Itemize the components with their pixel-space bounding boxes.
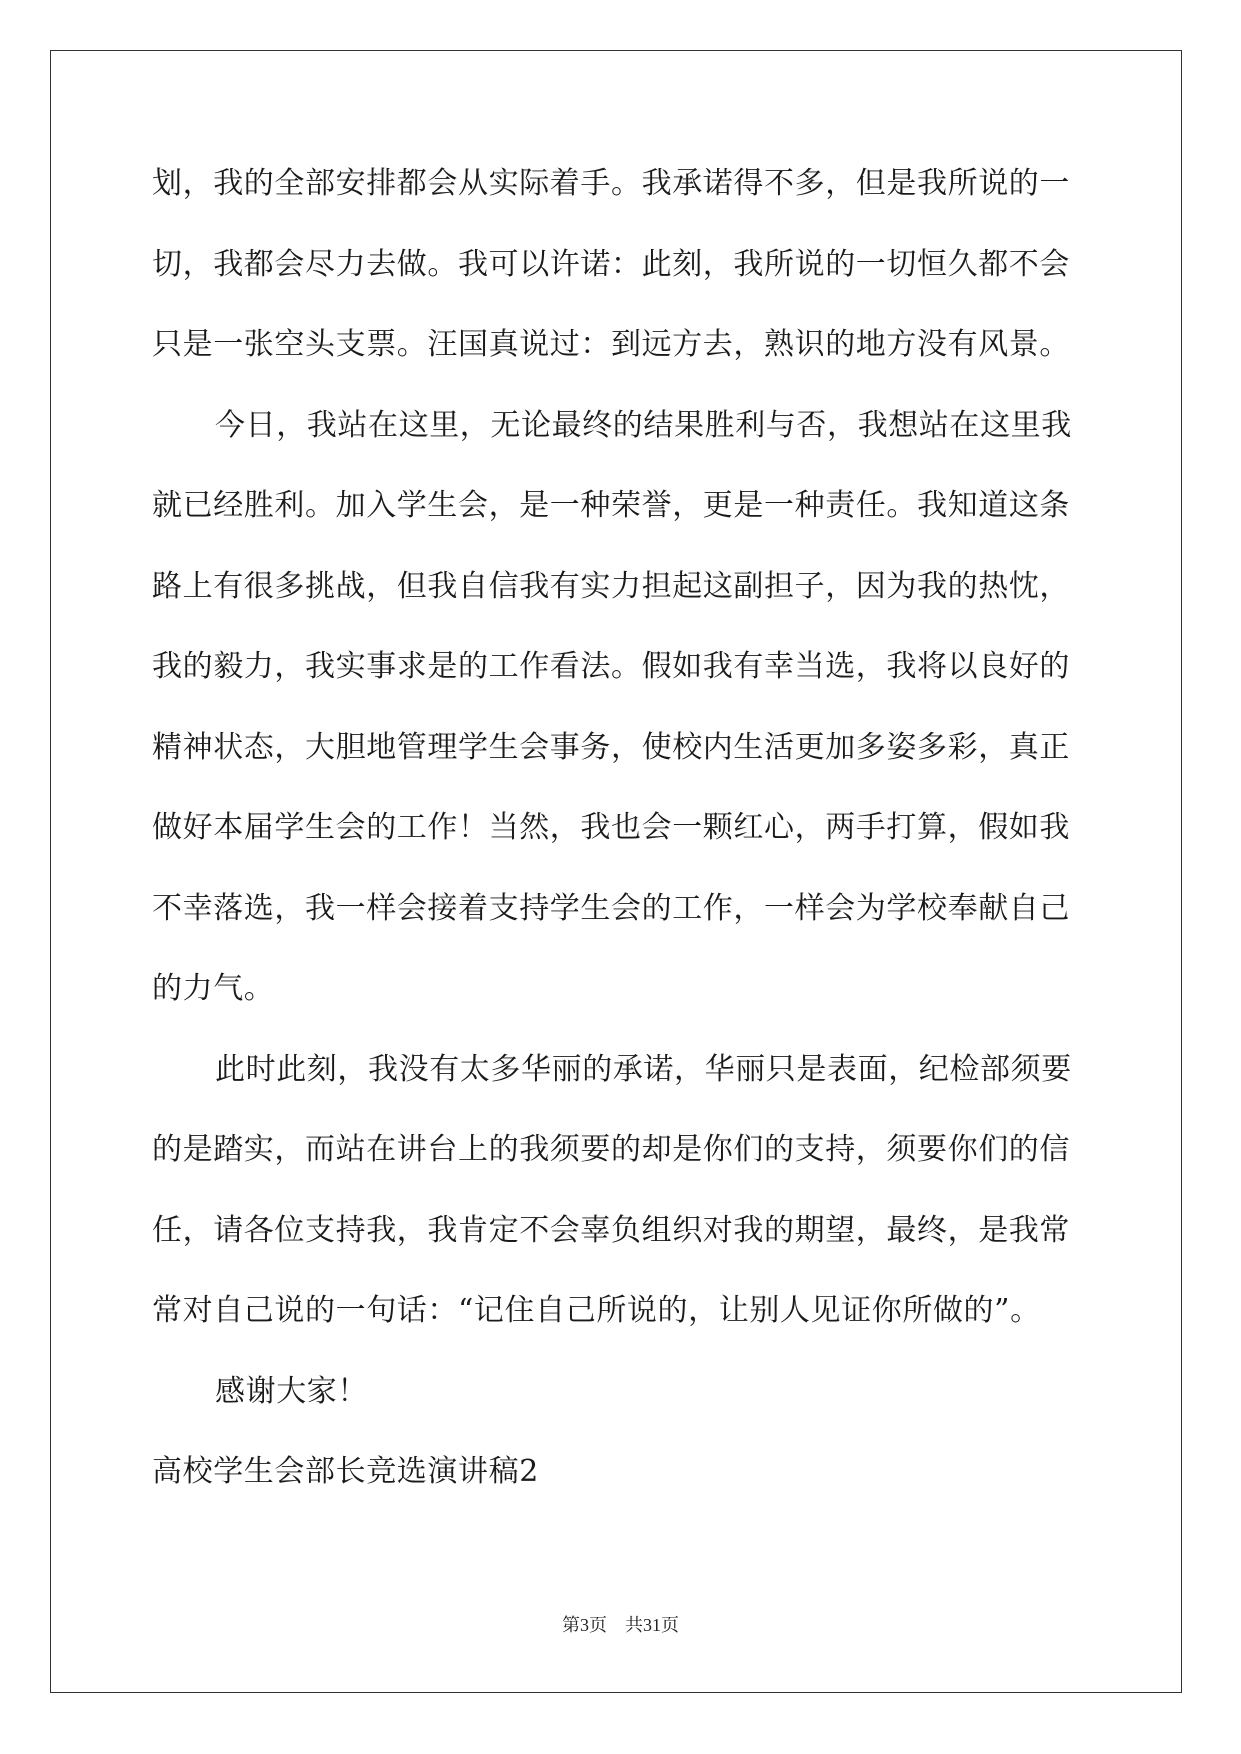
text-line: 精神状态，大胆地管理学生会事务，使校内生活更加多姿多彩，真正	[152, 729, 1070, 765]
text-line: 常对自己说的一句话：“记住自己所说的，让别人见证你所做的”。	[152, 1293, 1041, 1328]
text-line: 不幸落选，我一样会接着支持学生会的工作，一样会为学校奉献自己	[152, 890, 1070, 926]
page-footer	[0, 1613, 1241, 1637]
text-line: 切，我都会尽力去做。我可以许诺：此刻，我所说的一切恒久都不会	[152, 246, 1070, 282]
section-heading: 高校学生会部长竞选演讲稿2	[152, 1454, 539, 1489]
text-line: 只是一张空头支票。汪国真说过：到远方去，熟识的地方没有风景。	[152, 327, 1070, 362]
page-number: 第3页	[562, 1615, 607, 1635]
text-line: 做好本届学生会的工作！当然，我也会一颗红心，两手打算，假如我	[152, 810, 1070, 845]
document-body	[152, 163, 1080, 1492]
text-line: 的力气。	[152, 971, 275, 1006]
text-line: 就已经胜利。加入学生会，是一种荣誉，更是一种责任。我知道这条	[152, 488, 1070, 523]
text-line: 划，我的全部安排都会从实际着手。我承诺得不多，但是我所说的一	[152, 166, 1070, 201]
closing-line: 感谢大家！	[215, 1373, 368, 1409]
text-line: 我的毅力，我实事求是的工作看法。假如我有幸当选，我将以良好的	[152, 649, 1070, 684]
text-line: 任，请各位支持我，我肯定不会辜负组织对我的期望，最终，是我常	[152, 1212, 1070, 1248]
paragraph-start-line: 今日，我站在这里，无论最终的结果胜利与否，我想站在这里我	[215, 407, 1072, 443]
paragraph-start-line: 此时此刻，我没有太多华丽的承诺，华丽只是表面，纪检部须要	[215, 1051, 1072, 1087]
text-line: 路上有很多挑战，但我自信我有实力担起这副担子，因为我的热忱，	[152, 568, 1070, 604]
text-line: 的是踏实，而站在讲台上的我须要的却是你们的支持，须要你们的信	[152, 1132, 1070, 1167]
page-total: 共31页	[625, 1615, 679, 1635]
